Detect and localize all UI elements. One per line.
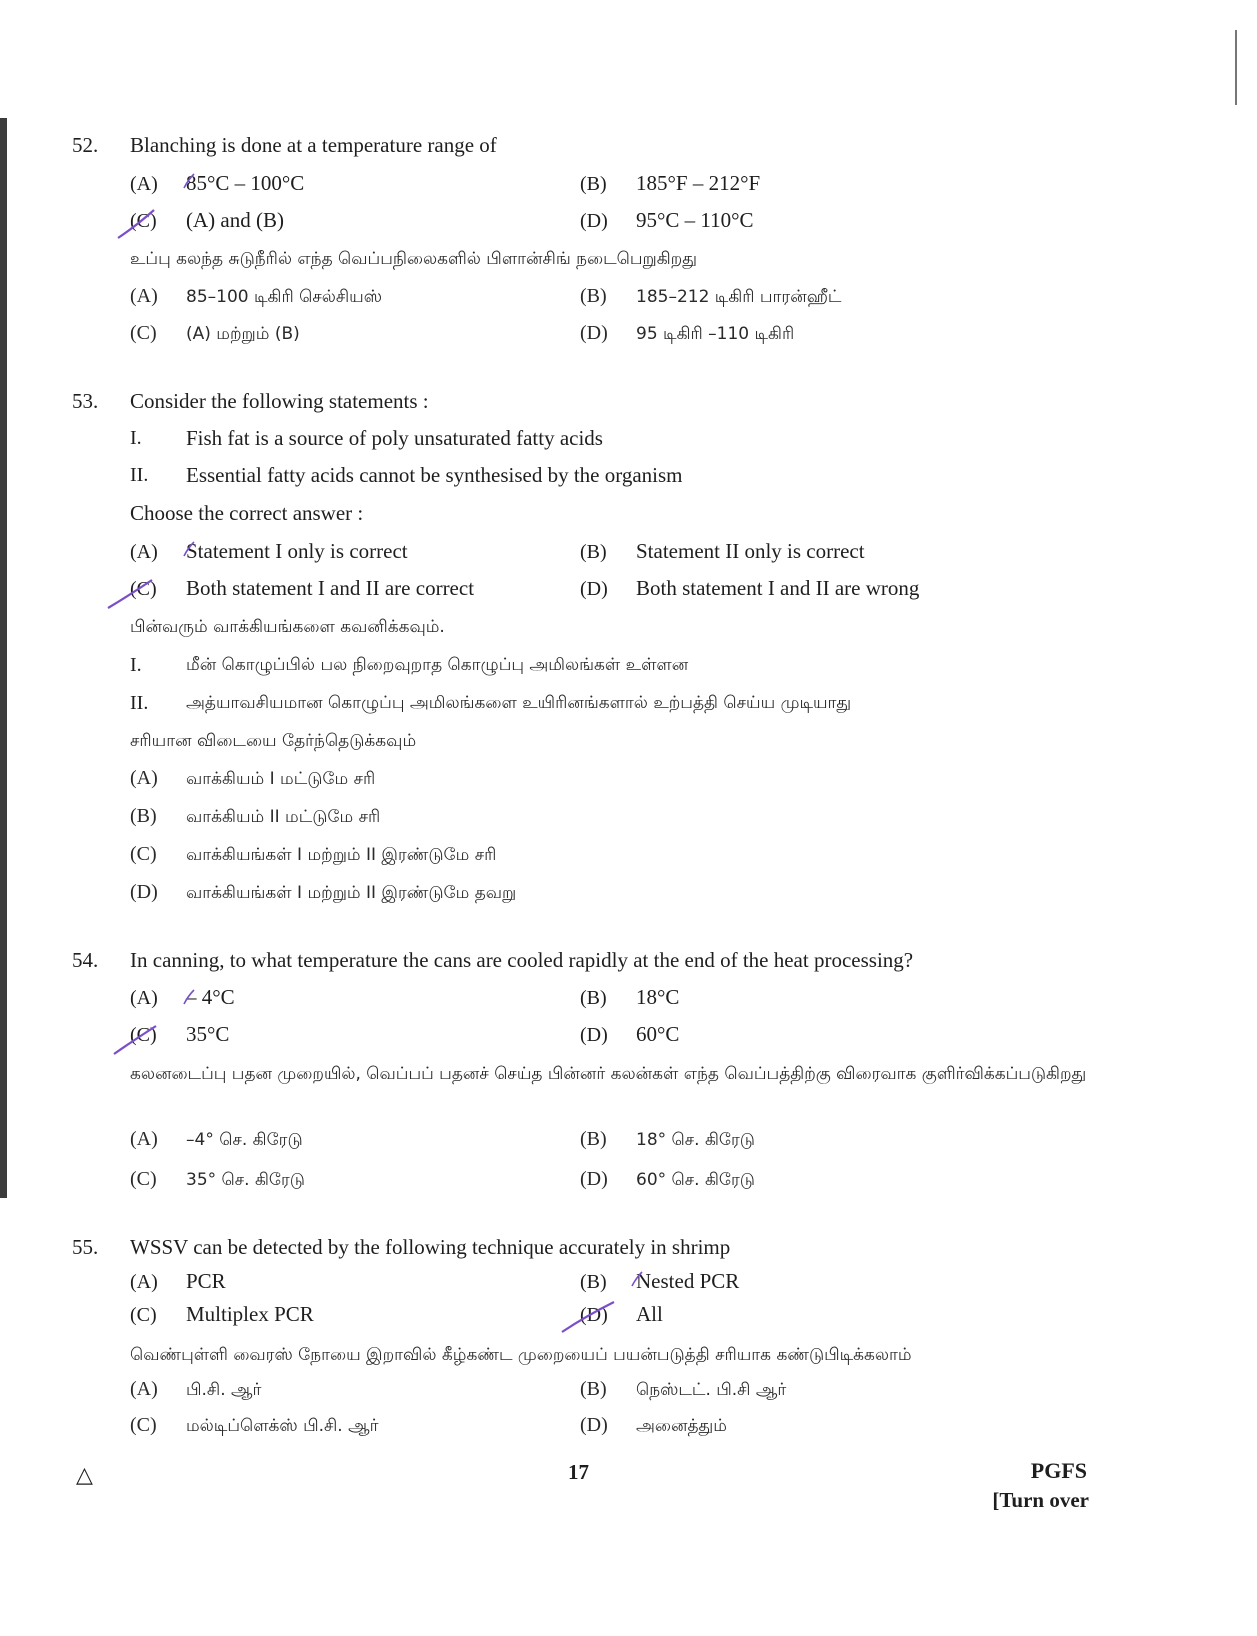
- option-a[interactable]: (A) PCR: [130, 1269, 226, 1293]
- page-number: 17: [568, 1460, 589, 1484]
- option-c[interactable]: (C) (A) and (B): [130, 208, 284, 232]
- option-b[interactable]: (B) Nested PCR: [580, 1269, 740, 1293]
- choose-instruction: Choose the correct answer :: [130, 501, 364, 525]
- option-a[interactable]: (A) 85°C – 100°C: [130, 171, 305, 195]
- choose-instruction-tamil: சரியான விடையை தேர்ந்தெடுக்கவும்: [130, 731, 417, 751]
- option-c-tamil[interactable]: (C) 35° செ. கிரேடு: [130, 1168, 305, 1190]
- question-text: Blanching is done at a temperature range of: [130, 133, 497, 157]
- triangle-icon: △: [76, 1462, 93, 1487]
- option-b-tamil[interactable]: (B) 185–212 டிகிரி பாரன்ஹீட்: [580, 285, 842, 307]
- option-a-tamil[interactable]: (A) பி.சி. ஆர்: [130, 1378, 262, 1400]
- question-number: 54.: [72, 948, 99, 972]
- paper-code: PGFS: [1030, 1458, 1087, 1483]
- scan-edge-left: [0, 118, 7, 1198]
- option-b-tamil[interactable]: (B) வாக்கியம் II மட்டுமே சரி: [130, 805, 381, 827]
- option-b[interactable]: (B) 185°F – 212°F: [580, 171, 761, 195]
- option-c[interactable]: (C) 35°C: [130, 1022, 230, 1046]
- question-text: WSSV can be detected by the following technique accurately in shrimp: [130, 1235, 731, 1259]
- option-d[interactable]: (D) All: [580, 1302, 663, 1326]
- option-c-tamil[interactable]: (C) (A) மற்றும் (B): [130, 322, 300, 344]
- option-b-tamil[interactable]: (B) 18° செ. கிரேடு: [580, 1128, 755, 1150]
- option-d-tamil[interactable]: (D) வாக்கியங்கள் I மற்றும் II இரண்டுமே தவறு: [130, 881, 517, 903]
- option-a-tamil[interactable]: (A) 85–100 டிகிரி செல்சியஸ்: [130, 285, 382, 307]
- option-d[interactable]: (D) 95°C – 110°C: [580, 208, 754, 232]
- option-a[interactable]: (A) Statement I only is correct: [130, 539, 408, 563]
- question-text-tamil: உப்பு கலந்த சுடுநீரில் எந்த வெப்பநிலைகளில் பிளான்சிங் நடைபெறுகிறது: [130, 249, 697, 269]
- option-b[interactable]: (B) 18°C: [580, 985, 680, 1009]
- question-text: Consider the following statements :: [130, 389, 429, 413]
- option-c[interactable]: (C) Multiplex PCR: [130, 1302, 314, 1326]
- option-c-tamil[interactable]: (C) மல்டிப்ளெக்ஸ் பி.சி. ஆர்: [130, 1414, 379, 1436]
- question-number: 55.: [72, 1235, 99, 1259]
- option-a-tamil[interactable]: (A) –4° செ. கிரேடு: [130, 1128, 303, 1150]
- option-d[interactable]: (D) 60°C: [580, 1022, 680, 1046]
- option-b[interactable]: (B) Statement II only is correct: [580, 539, 865, 563]
- scan-edge-right: [1235, 30, 1237, 105]
- option-a[interactable]: (A) – 4°C: [130, 985, 235, 1009]
- option-c[interactable]: (C) Both statement I and II are correct: [130, 576, 475, 600]
- option-a-tamil[interactable]: (A) வாக்கியம் I மட்டுமே சரி: [130, 767, 376, 789]
- question-number: 52.: [72, 133, 99, 157]
- question-text: In canning, to what temperature the cans are cooled rapidly at the end of the heat processing?: [130, 948, 914, 972]
- option-d-tamil[interactable]: (D) அனைத்தும்: [580, 1414, 727, 1436]
- option-c-tamil[interactable]: (C) வாக்கியங்கள் I மற்றும் II இரண்டுமே சரி: [130, 843, 497, 865]
- turn-over-note: [Turn over: [992, 1488, 1089, 1512]
- option-d-tamil[interactable]: (D) 60° செ. கிரேடு: [580, 1168, 755, 1190]
- question-text-tamil: வெண்புள்ளி வைரஸ் நோயை இறாவில் கீழ்கண்ட முறையைப் பயன்படுத்தி சரியாக கண்டுபிடிக்கலாம்: [130, 1345, 912, 1365]
- question-text-tamil: பின்வரும் வாக்கியங்களை கவனிக்கவும்.: [130, 617, 445, 637]
- option-d-tamil[interactable]: (D) 95 டிகிரி –110 டிகிரி: [580, 322, 795, 344]
- option-d[interactable]: (D) Both statement I and II are wrong: [580, 576, 920, 600]
- option-b-tamil[interactable]: (B) நெஸ்டட். பி.சி ஆர்: [580, 1378, 787, 1400]
- question-number: 53.: [72, 389, 99, 413]
- question-text-tamil: கலனடைப்பு பதன முறையில், வெப்பப் பதனச் செய்த பின்னர் கலன்கள் எந்த வெப்பத்திற்கு விரைவாக குளிர்விக்கப்படுகிறது: [130, 1064, 1087, 1084]
- exam-page: 52. Blanching is done at a temperature range of (A) 85°C – 100°C (B) 185°F – 212°F (C) (A) and (B) (D) 95°C – 110°C உப்பு கலந்த சுடுநீரில் எந்த வெப்பநிலைகளில் பிளான்சிங் நடைபெறுகிறது (A) 85–100 டிகிரி செல்சியஸ் (B) 185–212 டிகிரி பாரன்ஹீட் (C) (A) மற்றும் (B) (D) 95 டிகிரி –110 டிகிரி 53. Consider the following statements : I. Fish fat is a source of poly unsaturated fatty acids II. Essential fatty acids cannot be synthesised by the organism Choose the correct answer : (A) Statement I only is correct (B) Statement II only is correct (C) Both statement I and II are correct (D) Both statement I and II are wrong பின்வரும் வாக்கியங்களை கவனிக்கவும். I. மீன் கொழுப்பில் பல நிறைவுறாத கொழுப்பு அமிலங்கள் உள்ளன II. அத்யாவசியமான கொழுப்பு அமிலங்களை உயிரினங்களால் உற்பத்தி செய்ய முடியாது சரியான விடையை தேர்ந்தெடுக்கவும் (A) வாக்கியம் I மட்டுமே சரி (B) வாக்கியம் II மட்டுமே சரி (C) வாக்கியங்கள் I மற்றும் II இரண்டுமே சரி (D) வாக்கியங்கள் I மற்றும் II இரண்டுமே தவறு 54. In canning, to what temperature the cans are cooled rapidly at the end of the heat processing? (A) – 4°C (B) 18°C (C) 35°C (D) 60°C கலனடைப்பு பதன முறையில், வெப்பப் பதனச் செய்த பின்னர் கலன்கள் எந்த வெப்பத்திற்கு விரைவாக குளிர்விக்கப்படுகிறது (A) –4° செ. கிரேடு (B) 18° செ. கிரேடு (C) 35° செ. கிரேடு (D) 60° செ. கிரேடு 55. WSSV can be detected by the following technique accurately in shrimp (A) PCR (B) Nested PCR (C) Multiplex PCR (D) All வெண்புள்ளி வைரஸ் நோயை இறாவில் கீழ்கண்ட முறையைப் பயன்படுத்தி சரியாக கண்டுபிடிக்கலாம் (A) பி.சி. ஆர் (B) நெஸ்டட். பி.சி ஆர் (C) மல்டிப்ளெக்ஸ் பி.சி. ஆர் (D) அனைத்தும் △ 17 PGFS [Turn over: [0, 0, 1257, 1636]
